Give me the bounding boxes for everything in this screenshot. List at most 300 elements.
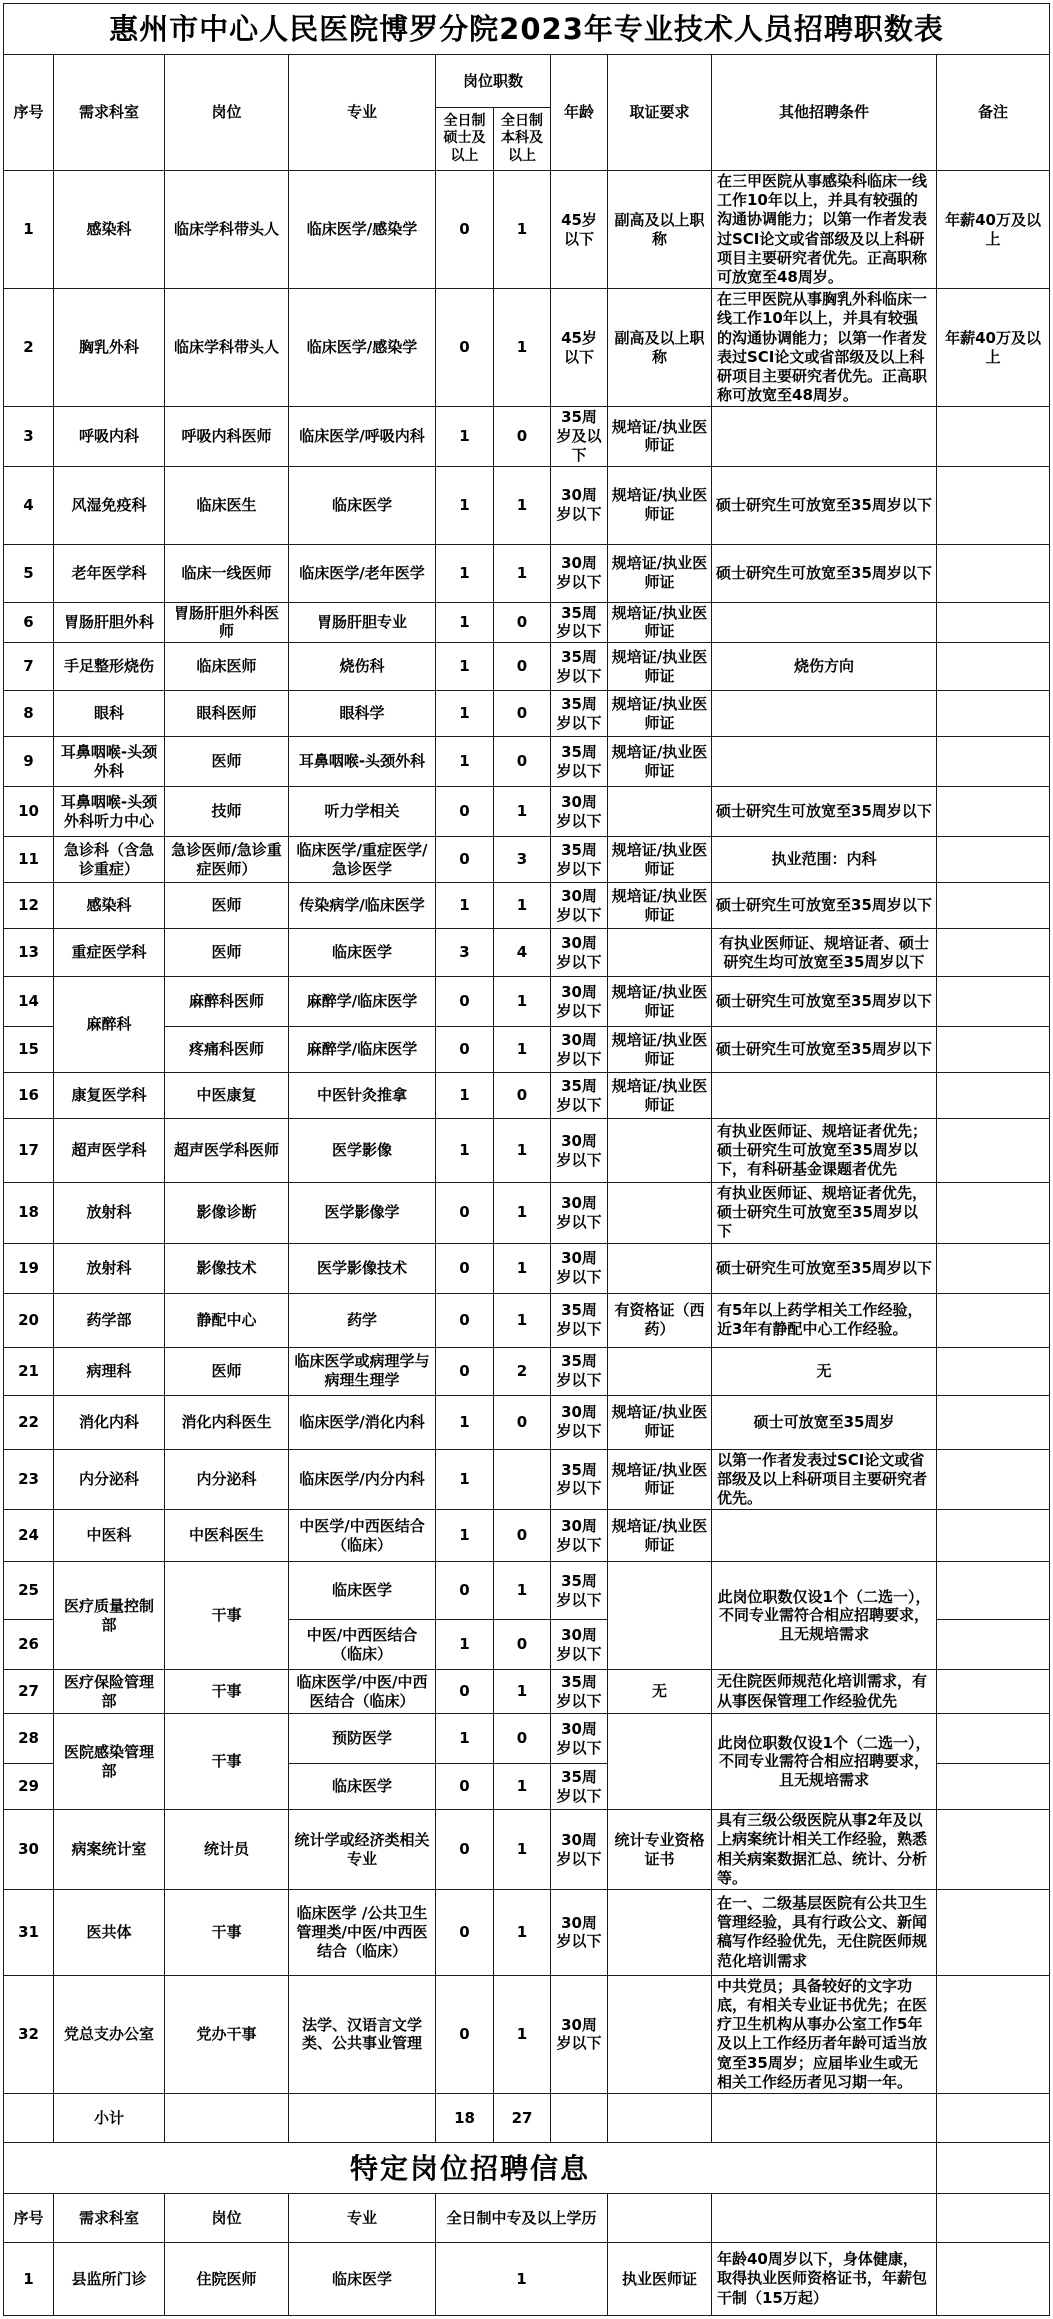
table-cell: 此岗位职数仅设1个（二选一），不同专业需符合相应招聘要求，且无规培需求 [712, 1562, 937, 1670]
table-cell: 0 [494, 1395, 551, 1449]
table-cell: 15 [4, 1027, 54, 1073]
table-cell [608, 1183, 712, 1244]
table-cell: 静配中心 [165, 1293, 289, 1347]
table-cell: 32 [4, 1975, 54, 2093]
table-cell: 临床医生 [165, 466, 289, 544]
table-cell: 临床医学 /公共卫生管理类/中医/中西医结合（临床） [289, 1889, 436, 1975]
table-cell: 1 [494, 1027, 551, 1073]
table-cell: 临床医学/重症医学/急诊医学 [289, 837, 436, 883]
table-cell: 医学影像 [289, 1119, 436, 1183]
table-cell: 23 [4, 1449, 54, 1510]
table-cell: 35周岁以下 [551, 1764, 608, 1810]
table-row [4, 1293, 1050, 1347]
table-cell: 内分泌科 [54, 1449, 165, 1510]
table-cell: 风湿免疫科 [54, 466, 165, 544]
table-cell [712, 2194, 937, 2243]
table-cell: 中医科医生 [165, 1510, 289, 1562]
table-cell: 耳鼻咽喉-头颈外科 [54, 737, 165, 787]
table-cell: 临床医学/消化内科 [289, 1395, 436, 1449]
table-cell [937, 977, 1050, 1027]
col-header-major: 专业 [289, 55, 436, 171]
table-cell: 医学影像学 [289, 1183, 436, 1244]
table-cell: 硕士研究生可放宽至35周岁以下 [712, 466, 937, 544]
table-cell: 35周岁以下 [551, 1670, 608, 1714]
table-cell: 30周岁以下 [551, 977, 608, 1027]
table-cell: 临床学科带头人 [165, 289, 289, 407]
table-cell: 干事 [165, 1714, 289, 1810]
table-cell: 干事 [165, 1889, 289, 1975]
special-data-row [4, 2243, 1050, 2316]
table-cell: 17 [4, 1119, 54, 1183]
table-row [4, 1714, 1050, 1764]
special-other: 年龄40周岁以下，身体健康，取得执业医师资格证书，年薪包干制（15万起） [712, 2243, 937, 2316]
table-cell [937, 691, 1050, 737]
table-cell: 30周岁以下 [551, 1714, 608, 1764]
table-cell: 0 [436, 1889, 494, 1975]
table-cell: 临床医学/感染学 [289, 171, 436, 289]
table-cell [937, 1670, 1050, 1714]
table-cell: 硕士研究生可放宽至35周岁以下 [712, 883, 937, 929]
table-cell [712, 691, 937, 737]
table-cell: 病理科 [54, 1347, 165, 1395]
col-header-quota-master: 全日制硕士及以上 [436, 108, 494, 171]
special-section-title: 特定岗位招聘信息 [4, 2143, 937, 2194]
table-cell: 干事 [165, 1670, 289, 1714]
table-cell: 临床医学/感染学 [289, 289, 436, 407]
special-quota: 1 [436, 2243, 608, 2316]
table-cell: 1 [436, 883, 494, 929]
table-cell: 有执业医师证、规培证者、硕士研究生均可放宽至35周岁以下 [712, 929, 937, 977]
table-cell: 0 [436, 1183, 494, 1244]
table-row [4, 643, 1050, 691]
table-cell: 30周岁以下 [551, 1889, 608, 1975]
table-cell: 1 [436, 407, 494, 466]
subtotal-master: 18 [436, 2094, 494, 2143]
special-seq: 1 [4, 2243, 54, 2316]
table-row [4, 691, 1050, 737]
table-cell [937, 1975, 1050, 2093]
table-cell: 14 [4, 977, 54, 1027]
table-cell: 胸乳外科 [54, 289, 165, 407]
table-cell: 规培证/执业医师证 [608, 691, 712, 737]
table-cell: 1 [436, 1395, 494, 1449]
table-row [4, 1810, 1050, 1890]
table-cell: 放射科 [54, 1183, 165, 1244]
table-cell: 20 [4, 1293, 54, 1347]
table-cell: 眼科医师 [165, 691, 289, 737]
table-row [4, 1562, 1050, 1620]
table-cell: 0 [436, 289, 494, 407]
table-cell: 医师 [165, 929, 289, 977]
table-cell: 1 [436, 1449, 494, 1510]
table-cell: 30周岁以下 [551, 466, 608, 544]
table-cell: 眼科 [54, 691, 165, 737]
table-cell: 30周岁以下 [551, 1975, 608, 2093]
table-cell: 法学、汉语言文学类、公共事业管理 [289, 1975, 436, 2093]
page-title: 惠州市中心人民医院博罗分院2023年专业技术人员招聘职数表 [4, 4, 1050, 55]
special-col-edu: 全日制中专及以上学历 [436, 2194, 608, 2243]
table-cell: 规培证/执业医师证 [608, 544, 712, 602]
table-cell: 中医/中西医结合（临床） [289, 1620, 436, 1670]
table-cell: 中医学/中西医结合（临床） [289, 1510, 436, 1562]
table-row [4, 1347, 1050, 1395]
table-cell: 规培证/执业医师证 [608, 1395, 712, 1449]
table-cell: 硕士研究生可放宽至35周岁以下 [712, 1027, 937, 1073]
table-row [4, 1073, 1050, 1119]
table-cell [608, 1562, 712, 1670]
table-cell: 有资格证（西药） [608, 1293, 712, 1347]
table-cell: 0 [436, 1810, 494, 1890]
table-cell: 0 [494, 643, 551, 691]
table-cell: 医共体 [54, 1889, 165, 1975]
table-cell [608, 1889, 712, 1975]
table-row [4, 1449, 1050, 1510]
table-cell: 无 [712, 1347, 937, 1395]
table-cell: 1 [436, 1620, 494, 1670]
table-row [4, 544, 1050, 602]
table-cell: 影像技术 [165, 1243, 289, 1293]
special-cert: 执业医师证 [608, 2243, 712, 2316]
table-cell: 中共党员；具备较好的文字功底，有相关专业证书优先；在医疗卫生机构从事办公室工作5年及以上工作经历者年龄可适当放宽至35周岁；应届毕业生或无相关工作经历者见习期一年。 [712, 1975, 937, 2093]
table-cell [937, 1119, 1050, 1183]
table-cell: 硕士研究生可放宽至35周岁以下 [712, 544, 937, 602]
table-cell: 45岁以下 [551, 289, 608, 407]
table-cell: 1 [436, 737, 494, 787]
table-row [4, 1510, 1050, 1562]
special-post: 住院医师 [165, 2243, 289, 2316]
table-cell: 临床医学/中医/中西医结合（临床） [289, 1670, 436, 1714]
table-cell: 呼吸内科 [54, 407, 165, 466]
table-cell: 中医针灸推拿 [289, 1073, 436, 1119]
table-cell: 30周岁以下 [551, 929, 608, 977]
table-cell: 在三甲医院从事胸乳外科临床一线工作10年以上，并具有较强的沟通协调能力；以第一作者发表过SCI论文或省部级及以上科研项目主要研究者优先。正高职称可放宽至48周岁。 [712, 289, 937, 407]
table-cell [4, 2094, 54, 2143]
col-header-dept: 需求科室 [54, 55, 165, 171]
col-header-other: 其他招聘条件 [712, 55, 937, 171]
col-header-seq: 序号 [4, 55, 54, 171]
table-cell: 规培证/执业医师证 [608, 643, 712, 691]
table-cell: 21 [4, 1347, 54, 1395]
table-cell [937, 1620, 1050, 1670]
table-cell [608, 787, 712, 837]
table-cell: 11 [4, 837, 54, 883]
table-cell: 耳鼻咽喉-头颈外科 [289, 737, 436, 787]
table-cell: 临床医学/内分内科 [289, 1449, 436, 1510]
table-cell: 老年医学科 [54, 544, 165, 602]
table-cell: 规培证/执业医师证 [608, 1027, 712, 1073]
table-row [4, 929, 1050, 977]
table-cell: 1 [494, 787, 551, 837]
table-cell: 消化内科医生 [165, 1395, 289, 1449]
table-cell: 1 [494, 977, 551, 1027]
table-cell: 技师 [165, 787, 289, 837]
table-cell: 30周岁以下 [551, 544, 608, 602]
table-cell: 消化内科 [54, 1395, 165, 1449]
table-cell [937, 929, 1050, 977]
table-cell [712, 2094, 937, 2143]
table-cell: 麻醉学/临床医学 [289, 977, 436, 1027]
table-cell [937, 737, 1050, 787]
table-cell: 9 [4, 737, 54, 787]
table-cell: 烧伤方向 [712, 643, 937, 691]
table-cell: 30 [4, 1810, 54, 1890]
table-cell: 7 [4, 643, 54, 691]
table-cell: 急诊医师/急诊重症医师） [165, 837, 289, 883]
table-cell: 1 [494, 544, 551, 602]
table-cell: 0 [436, 171, 494, 289]
table-cell: 规培证/执业医师证 [608, 883, 712, 929]
table-cell: 30周岁以下 [551, 1810, 608, 1890]
table-row [4, 1183, 1050, 1244]
table-cell: 眼科学 [289, 691, 436, 737]
table-cell [937, 1073, 1050, 1119]
table-cell: 1 [494, 1764, 551, 1810]
table-cell: 30周岁以下 [551, 1027, 608, 1073]
table-cell: 以第一作者发表过SCI论文或省部级及以上科研项目主要研究者优先。 [712, 1449, 937, 1510]
col-header-remark: 备注 [937, 55, 1050, 171]
table-cell [937, 787, 1050, 837]
table-cell: 0 [494, 737, 551, 787]
table-cell: 党办干事 [165, 1975, 289, 2093]
table-cell: 医师 [165, 1347, 289, 1395]
table-cell: 临床医学 [289, 929, 436, 977]
table-row [4, 737, 1050, 787]
table-cell: 年薪40万及以上 [937, 289, 1050, 407]
table-cell: 放射科 [54, 1243, 165, 1293]
table-cell [937, 1714, 1050, 1764]
table-row [4, 1889, 1050, 1975]
table-cell: 具有三级公级医院从事2年及以上病案统计相关工作经验，熟悉相关病案数据汇总、统计、分析等。 [712, 1810, 937, 1890]
table-cell [937, 1183, 1050, 1244]
table-cell: 统计学或经济类相关专业 [289, 1810, 436, 1890]
table-cell: 传染病学/临床医学 [289, 883, 436, 929]
table-cell: 19 [4, 1243, 54, 1293]
col-header-quota-group: 岗位职数 [436, 55, 551, 108]
table-cell [608, 1975, 712, 2093]
table-cell [608, 2194, 712, 2243]
table-row [4, 407, 1050, 466]
table-cell: 1 [494, 1183, 551, 1244]
table-cell: 0 [436, 1243, 494, 1293]
table-cell: 副高及以上职称 [608, 171, 712, 289]
table-cell: 临床医学/老年医学 [289, 544, 436, 602]
table-cell: 预防医学 [289, 1714, 436, 1764]
table-cell: 24 [4, 1510, 54, 1562]
title-row [4, 4, 1050, 55]
table-cell: 3 [4, 407, 54, 466]
table-row [4, 1395, 1050, 1449]
table-cell: 此岗位职数仅设1个（二选一），不同专业需符合相应招聘要求，且无规培需求 [712, 1714, 937, 1810]
table-cell: 0 [494, 602, 551, 643]
table-cell: 0 [436, 787, 494, 837]
table-cell: 0 [436, 1562, 494, 1620]
table-cell: 0 [494, 1714, 551, 1764]
table-row [4, 883, 1050, 929]
table-cell: 麻醉科医师 [165, 977, 289, 1027]
table-cell: 0 [436, 1764, 494, 1810]
table-cell: 5 [4, 544, 54, 602]
table-cell: 临床医学或病理学与病理生理学 [289, 1347, 436, 1395]
table-cell: 党总支办公室 [54, 1975, 165, 2093]
table-cell: 26 [4, 1620, 54, 1670]
table-cell: 0 [494, 691, 551, 737]
table-cell: 29 [4, 1764, 54, 1810]
table-cell: 统计专业资格证书 [608, 1810, 712, 1890]
table-cell: 35周岁以下 [551, 1449, 608, 1510]
table-cell: 医院感染管理部 [54, 1714, 165, 1810]
table-cell: 规培证/执业医师证 [608, 407, 712, 466]
table-cell: 感染科 [54, 171, 165, 289]
table-cell: 呼吸内科医师 [165, 407, 289, 466]
table-cell: 执业范围：内科 [712, 837, 937, 883]
table-cell: 超声医学科医师 [165, 1119, 289, 1183]
table-cell: 硕士可放宽至35周岁 [712, 1395, 937, 1449]
table-row [4, 602, 1050, 643]
table-cell: 1 [494, 1975, 551, 2093]
table-cell: 听力学相关 [289, 787, 436, 837]
table-cell [608, 1714, 712, 1810]
table-cell: 无住院医师规范化培训需求，有从事医保管理工作经验优先 [712, 1670, 937, 1714]
table-cell: 0 [494, 1510, 551, 1562]
table-cell: 硕士研究生可放宽至35周岁以下 [712, 977, 937, 1027]
table-cell [712, 1510, 937, 1562]
table-cell: 1 [436, 691, 494, 737]
table-cell [937, 1889, 1050, 1975]
table-cell: 临床学科带头人 [165, 171, 289, 289]
table-cell: 规培证/执业医师证 [608, 1510, 712, 1562]
table-cell [937, 883, 1050, 929]
table-cell [712, 407, 937, 466]
table-cell: 4 [4, 466, 54, 544]
header-row [4, 55, 1050, 108]
table-cell: 规培证/执业医师证 [608, 837, 712, 883]
table-cell: 胃肠肝胆外科 [54, 602, 165, 643]
table-cell: 0 [436, 1293, 494, 1347]
subtotal-row [4, 2094, 1050, 2143]
table-cell: 1 [494, 1119, 551, 1183]
table-cell [937, 1027, 1050, 1073]
table-row [4, 977, 1050, 1027]
table-cell: 45岁以下 [551, 171, 608, 289]
table-cell [937, 407, 1050, 466]
table-cell: 药学 [289, 1293, 436, 1347]
table-cell: 30周岁以下 [551, 1183, 608, 1244]
subtotal-label: 小计 [54, 2094, 165, 2143]
table-cell: 0 [436, 837, 494, 883]
table-cell: 0 [436, 977, 494, 1027]
table-cell: 有5年以上药学相关工作经验，近3年有静配中心工作经验。 [712, 1293, 937, 1347]
table-cell [937, 466, 1050, 544]
table-cell: 年薪40万及以上 [937, 171, 1050, 289]
table-cell: 35周岁及以下 [551, 407, 608, 466]
table-cell: 30周岁以下 [551, 1243, 608, 1293]
table-row [4, 1975, 1050, 2093]
table-cell [937, 1764, 1050, 1810]
table-cell [712, 602, 937, 643]
table-cell: 超声医学科 [54, 1119, 165, 1183]
table-cell: 30周岁以下 [551, 1620, 608, 1670]
table-cell: 30周岁以下 [551, 1119, 608, 1183]
table-row [4, 787, 1050, 837]
special-major: 临床医学 [289, 2243, 436, 2316]
table-cell: 疼痛科医师 [165, 1027, 289, 1073]
table-cell: 3 [494, 837, 551, 883]
table-cell: 8 [4, 691, 54, 737]
table-cell [937, 1347, 1050, 1395]
table-cell [937, 837, 1050, 883]
table-cell [937, 1510, 1050, 1562]
table-cell: 中医康复 [165, 1073, 289, 1119]
table-cell: 规培证/执业医师证 [608, 1449, 712, 1510]
table-cell [165, 2094, 289, 2143]
table-cell [937, 1293, 1050, 1347]
table-cell: 1 [494, 1562, 551, 1620]
table-row [4, 837, 1050, 883]
table-cell [937, 1395, 1050, 1449]
table-cell [937, 2143, 1050, 2194]
table-cell: 12 [4, 883, 54, 929]
table-cell: 25 [4, 1562, 54, 1620]
table-cell: 医疗质量控制部 [54, 1562, 165, 1670]
table-cell: 有执业医师证、规培证者优先；硕士研究生可放宽至35周岁以下，有科研基金课题者优先 [712, 1119, 937, 1183]
table-cell: 6 [4, 602, 54, 643]
table-cell: 病案统计室 [54, 1810, 165, 1890]
table-cell: 0 [494, 1073, 551, 1119]
table-cell: 30周岁以下 [551, 1510, 608, 1562]
table-cell: 医师 [165, 737, 289, 787]
table-cell: 35周岁以下 [551, 602, 608, 643]
table-cell: 手足整形烧伤 [54, 643, 165, 691]
table-cell [608, 2094, 712, 2143]
table-row [4, 466, 1050, 544]
table-cell: 1 [494, 1243, 551, 1293]
table-cell [608, 1243, 712, 1293]
table-cell: 16 [4, 1073, 54, 1119]
table-cell: 麻醉科 [54, 977, 165, 1073]
table-cell: 烧伤科 [289, 643, 436, 691]
table-cell: 1 [436, 1119, 494, 1183]
table-cell: 1 [494, 171, 551, 289]
special-col-seq: 序号 [4, 2194, 54, 2243]
table-cell: 1 [436, 643, 494, 691]
table-cell: 内分泌科 [165, 1449, 289, 1510]
table-cell: 急诊科（含急诊重症） [54, 837, 165, 883]
table-cell: 4 [494, 929, 551, 977]
table-cell: 0 [494, 1620, 551, 1670]
col-header-age: 年龄 [551, 55, 608, 171]
table-cell [937, 1449, 1050, 1510]
table-cell: 医学影像技术 [289, 1243, 436, 1293]
table-cell: 规培证/执业医师证 [608, 977, 712, 1027]
table-cell: 胃肠肝胆外科医师 [165, 602, 289, 643]
table-row [4, 289, 1050, 407]
table-cell: 1 [494, 1293, 551, 1347]
col-header-cert: 取证要求 [608, 55, 712, 171]
table-cell: 28 [4, 1714, 54, 1764]
table-cell [937, 544, 1050, 602]
table-cell: 35周岁以下 [551, 1562, 608, 1620]
table-cell: 35周岁以下 [551, 1293, 608, 1347]
special-header-row [4, 2194, 1050, 2243]
table-cell: 27 [4, 1670, 54, 1714]
table-cell [937, 1562, 1050, 1620]
table-cell: 影像诊断 [165, 1183, 289, 1244]
table-row [4, 1119, 1050, 1183]
col-header-post: 岗位 [165, 55, 289, 171]
table-cell: 感染科 [54, 883, 165, 929]
table-cell: 规培证/执业医师证 [608, 602, 712, 643]
table-row [4, 1670, 1050, 1714]
